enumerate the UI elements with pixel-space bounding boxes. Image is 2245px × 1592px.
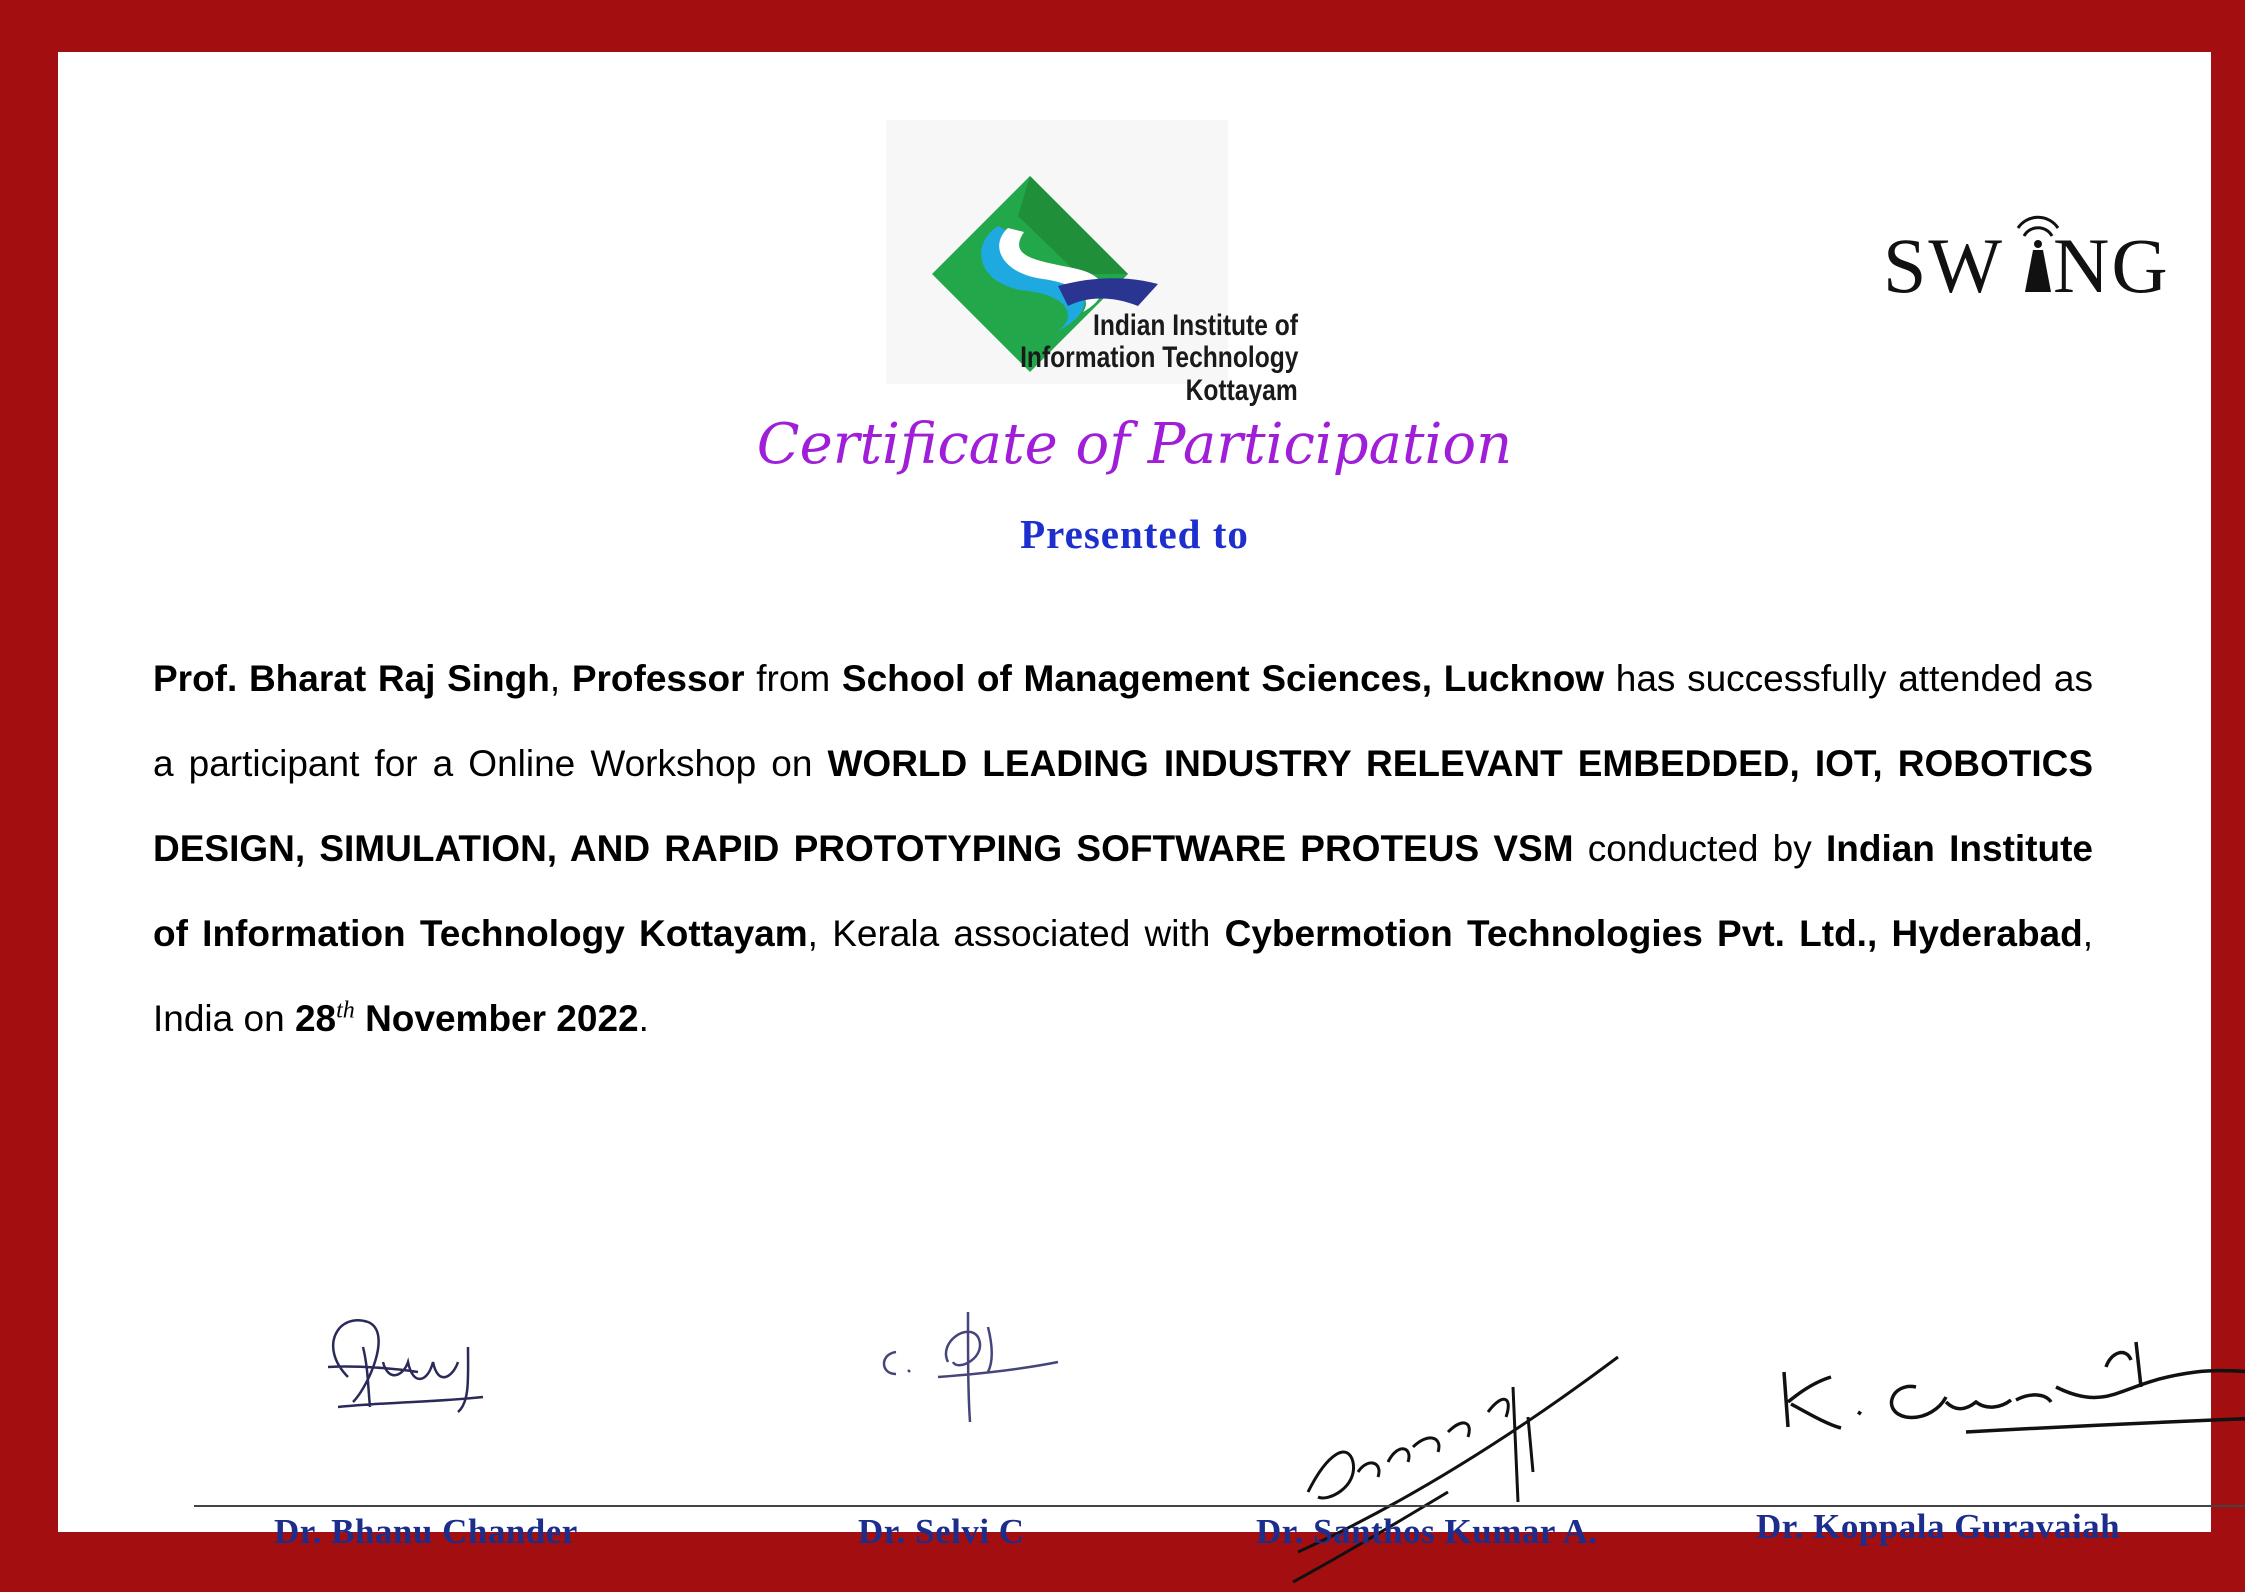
event-day: 28	[294, 998, 337, 1039]
workshop-title: WORLD LEADING INDUSTRY RELEVANT EMBEDDED, IOT, ROBOTICS DESIGN, SIMULATION, AND RAPID PROTOTYPING SOFTWARE PROTEUS VSM	[153, 743, 2093, 869]
recipient-designation: Professor	[571, 658, 745, 699]
certificate-title: Certificate of Participation	[756, 412, 1513, 477]
logo-line-3: Kottayam	[1185, 374, 1298, 407]
swing-logo-icon	[1883, 210, 2243, 310]
body-text: has successfully attended as a participant for a Online Workshop on	[153, 658, 2094, 784]
body-text: conducted by	[1573, 828, 1826, 869]
svg-text:NG: NG	[2053, 222, 2170, 309]
signature-selvi-c-icon	[868, 1302, 1108, 1432]
signatory-selvi-c: Dr. Selvi C	[858, 1512, 1025, 1551]
certificate-sheet	[58, 52, 2211, 1551]
body-text: .	[638, 998, 649, 1039]
signature-koppala-guravaiah-icon	[1776, 1332, 2245, 1482]
recipient-institution: School of Management Sciences, Lucknow	[841, 658, 1605, 699]
body-text: from	[744, 658, 842, 699]
signature-bhanu-chander-icon	[308, 1307, 528, 1427]
signatory-koppala-guravaiah: Dr. Koppala Guravaiah	[1756, 1507, 2121, 1546]
event-month-year: November 2022	[365, 998, 639, 1039]
presented-to-label: Presented to	[1020, 511, 1249, 557]
logo-line-2: Information Technology	[1019, 341, 1298, 374]
logo-line-1: Indian Institute of	[1093, 309, 1298, 342]
certificate-body	[153, 636, 2093, 1061]
iiit-kottayam-logo	[828, 116, 1348, 407]
body-text: ,	[549, 658, 572, 699]
swing-logo	[1883, 210, 2243, 309]
partner: Cybermotion Technologies Pvt. Ltd., Hyderabad	[1224, 913, 2083, 954]
signatory-santhos-kumar: Dr. Santhos Kumar A.	[1256, 1512, 1598, 1551]
svg-text:SW: SW	[1883, 222, 2004, 309]
body-text: , India on	[153, 913, 2094, 1039]
recipient-name: Prof. Bharat Raj Singh	[153, 658, 550, 699]
organizer: Indian Institute of Information Technology Kottayam	[153, 828, 2093, 954]
signatory-bhanu-chander: Dr. Bhanu Chander	[274, 1512, 578, 1551]
body-text: , Kerala associated with	[807, 913, 1225, 954]
event-day-suffix: th	[336, 997, 355, 1024]
